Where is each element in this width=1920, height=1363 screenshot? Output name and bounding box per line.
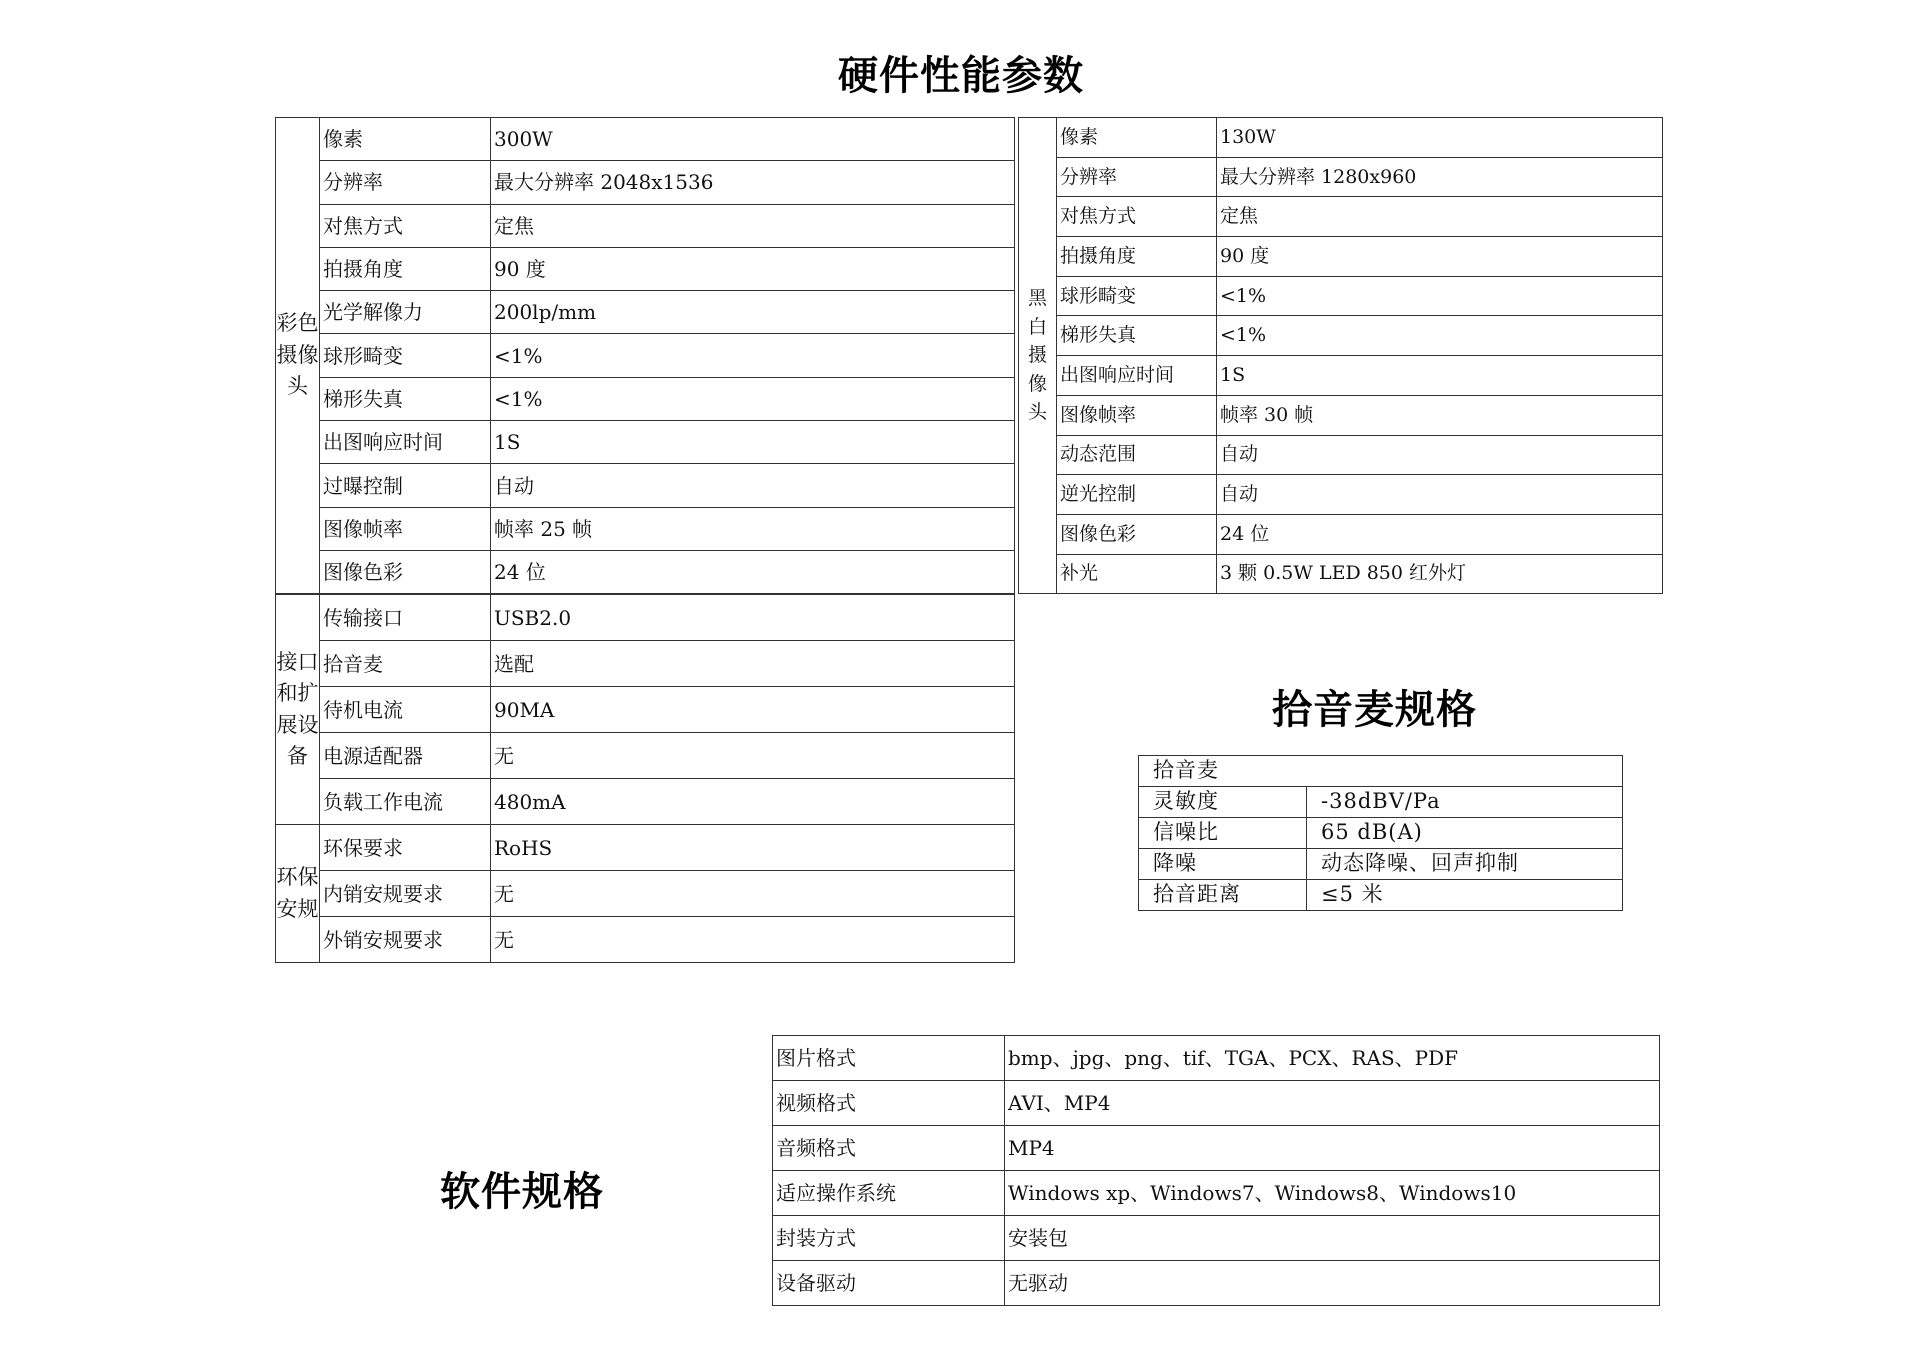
bw-camera-param-value: 帧率 30 帧	[1217, 395, 1663, 435]
software-param-name: 封装方式	[773, 1216, 1005, 1261]
mic-row	[1139, 880, 1623, 911]
mic-row	[1139, 849, 1623, 880]
bw-camera-param-value: 自动	[1217, 435, 1663, 475]
software-param-value: 无驱动	[1005, 1261, 1660, 1306]
mic-param-value: -38dBV/Pa	[1307, 787, 1623, 818]
bw-camera-row	[1019, 514, 1663, 554]
bw-camera-table	[1018, 117, 1663, 594]
software-param-name: 适应操作系统	[773, 1171, 1005, 1216]
software-param-value: 安装包	[1005, 1216, 1660, 1261]
env-row	[276, 917, 1015, 963]
color-camera-row	[276, 334, 1015, 377]
color-camera-param-value: 帧率 25 帧	[491, 507, 1015, 550]
color-camera-param-value: 1S	[491, 421, 1015, 464]
interface-env-table	[275, 594, 1015, 963]
bw-camera-param-value: 90 度	[1217, 237, 1663, 277]
software-param-value: Windows xp、Windows7、Windows8、Windows10	[1005, 1171, 1660, 1216]
software-param-name: 视频格式	[773, 1081, 1005, 1126]
color-camera-param-value: 24 位	[491, 550, 1015, 593]
bw-camera-group-label: 黑白摄像头	[1019, 118, 1057, 594]
mic-param-value: 65 dB(A)	[1307, 818, 1623, 849]
mic-param-name: 信噪比	[1139, 818, 1307, 849]
color-camera-group-label: 彩色摄像头	[276, 118, 320, 594]
software-row	[773, 1216, 1660, 1261]
color-camera-table	[275, 117, 1015, 594]
bw-camera-param-value: 24 位	[1217, 514, 1663, 554]
interface-param-name: 传输接口	[320, 595, 491, 641]
color-camera-param-name: 图像色彩	[320, 550, 491, 593]
color-camera-param-name: 梯形失真	[320, 377, 491, 420]
bw-camera-row	[1019, 157, 1663, 197]
interface-row	[276, 779, 1015, 825]
software-row	[773, 1261, 1660, 1306]
color-camera-param-name: 光学解像力	[320, 291, 491, 334]
software-param-name: 设备驱动	[773, 1261, 1005, 1306]
bw-camera-param-name: 分辨率	[1057, 157, 1217, 197]
hardware-title: 硬件性能参数	[838, 53, 1084, 99]
env-row	[276, 825, 1015, 871]
software-title: 软件规格	[440, 1169, 604, 1215]
bw-camera-row	[1019, 316, 1663, 356]
mic-spec-title: 拾音麦规格	[1272, 687, 1477, 733]
software-param-name: 图片格式	[773, 1036, 1005, 1081]
bw-camera-param-name: 动态范围	[1057, 435, 1217, 475]
color-camera-param-name: 像素	[320, 118, 491, 161]
bw-camera-param-name: 逆光控制	[1057, 475, 1217, 515]
mic-param-value: ≤5 米	[1307, 880, 1623, 911]
color-camera-param-name: 图像帧率	[320, 507, 491, 550]
bw-camera-param-name: 补光	[1057, 554, 1217, 594]
color-camera-param-name: 分辨率	[320, 161, 491, 204]
color-camera-param-value: 定焦	[491, 204, 1015, 247]
env-param-name: 内销安规要求	[320, 871, 491, 917]
bw-camera-param-name: 梯形失真	[1057, 316, 1217, 356]
bw-camera-row	[1019, 197, 1663, 237]
bw-camera-param-value: <1%	[1217, 316, 1663, 356]
software-param-value: bmp、jpg、png、tif、TGA、PCX、RAS、PDF	[1005, 1036, 1660, 1081]
interface-param-value: 480mA	[491, 779, 1015, 825]
env-param-value: RoHS	[491, 825, 1015, 871]
bw-camera-param-value: 自动	[1217, 475, 1663, 515]
mic-param-name: 降噪	[1139, 849, 1307, 880]
bw-camera-param-value: 定焦	[1217, 197, 1663, 237]
bw-camera-row	[1019, 118, 1663, 158]
color-camera-param-name: 对焦方式	[320, 204, 491, 247]
color-camera-row	[276, 161, 1015, 204]
bw-camera-row	[1019, 395, 1663, 435]
bw-camera-row	[1019, 276, 1663, 316]
color-camera-row	[276, 247, 1015, 290]
color-camera-row	[276, 118, 1015, 161]
mic-param-name: 拾音距离	[1139, 880, 1307, 911]
color-camera-param-value: 300W	[491, 118, 1015, 161]
interface-param-value: 选配	[491, 641, 1015, 687]
bw-camera-row	[1019, 237, 1663, 277]
bw-camera-param-name: 球形畸变	[1057, 276, 1217, 316]
software-param-value: MP4	[1005, 1126, 1660, 1171]
color-camera-param-value: <1%	[491, 334, 1015, 377]
mic-row	[1139, 787, 1623, 818]
bw-camera-row	[1019, 435, 1663, 475]
interface-row	[276, 641, 1015, 687]
software-param-value: AVI、MP4	[1005, 1081, 1660, 1126]
color-camera-row	[276, 464, 1015, 507]
color-camera-param-name: 球形畸变	[320, 334, 491, 377]
bw-camera-param-name: 出图响应时间	[1057, 356, 1217, 396]
software-row	[773, 1126, 1660, 1171]
interface-param-value: 无	[491, 733, 1015, 779]
software-row	[773, 1081, 1660, 1126]
software-row	[773, 1036, 1660, 1081]
interface-param-value: 90MA	[491, 687, 1015, 733]
env-param-name: 环保要求	[320, 825, 491, 871]
color-camera-param-value: <1%	[491, 377, 1015, 420]
env-param-value: 无	[491, 917, 1015, 963]
interface-param-name: 待机电流	[320, 687, 491, 733]
env-param-name: 外销安规要求	[320, 917, 491, 963]
bw-camera-param-value: <1%	[1217, 276, 1663, 316]
mic-row	[1139, 818, 1623, 849]
interface-param-name: 电源适配器	[320, 733, 491, 779]
color-camera-param-value: 自动	[491, 464, 1015, 507]
color-camera-row	[276, 507, 1015, 550]
bw-camera-param-value: 130W	[1217, 118, 1663, 158]
bw-camera-row	[1019, 356, 1663, 396]
color-camera-param-value: 200lp/mm	[491, 291, 1015, 334]
interface-row	[276, 733, 1015, 779]
interface-param-value: USB2.0	[491, 595, 1015, 641]
software-param-name: 音频格式	[773, 1126, 1005, 1171]
bw-camera-param-name: 像素	[1057, 118, 1217, 158]
color-camera-row	[276, 204, 1015, 247]
color-camera-row	[276, 421, 1015, 464]
env-param-value: 无	[491, 871, 1015, 917]
bw-camera-param-name: 对焦方式	[1057, 197, 1217, 237]
mic-param-name: 灵敏度	[1139, 787, 1307, 818]
mic-spec-table	[1138, 755, 1623, 911]
color-camera-param-value: 90 度	[491, 247, 1015, 290]
env-group-label: 环保安规	[276, 825, 320, 963]
bw-camera-param-name: 拍摄角度	[1057, 237, 1217, 277]
bw-camera-param-name: 图像帧率	[1057, 395, 1217, 435]
bw-camera-row	[1019, 554, 1663, 594]
bw-camera-param-value: 3 颗 0.5W LED 850 红外灯	[1217, 554, 1663, 594]
interface-param-name: 拾音麦	[320, 641, 491, 687]
mic-header-row	[1139, 756, 1623, 787]
mic-param-value: 动态降噪、回声抑制	[1307, 849, 1623, 880]
bw-camera-param-name: 图像色彩	[1057, 514, 1217, 554]
color-camera-row	[276, 377, 1015, 420]
interface-group-label: 接口和扩展设备	[276, 595, 320, 825]
bw-camera-row	[1019, 475, 1663, 515]
color-camera-param-name: 过曝控制	[320, 464, 491, 507]
color-camera-param-name: 出图响应时间	[320, 421, 491, 464]
interface-param-name: 负载工作电流	[320, 779, 491, 825]
color-camera-row	[276, 550, 1015, 593]
mic-header: 拾音麦	[1139, 756, 1623, 787]
software-row	[773, 1171, 1660, 1216]
bw-camera-param-value: 最大分辨率 1280x960	[1217, 157, 1663, 197]
color-camera-param-value: 最大分辨率 2048x1536	[491, 161, 1015, 204]
interface-row	[276, 595, 1015, 641]
color-camera-param-name: 拍摄角度	[320, 247, 491, 290]
color-camera-row	[276, 291, 1015, 334]
interface-row	[276, 687, 1015, 733]
bw-camera-param-value: 1S	[1217, 356, 1663, 396]
env-row	[276, 871, 1015, 917]
software-spec-table	[772, 1035, 1660, 1306]
